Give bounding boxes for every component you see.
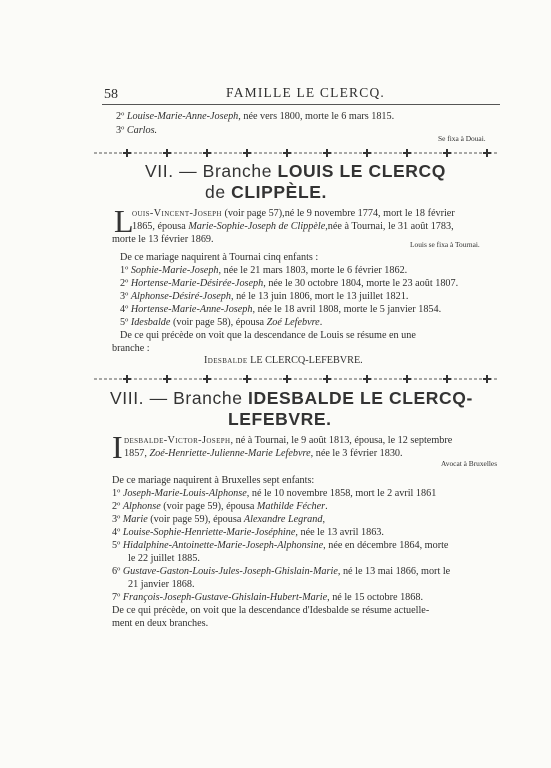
person-name: Marie xyxy=(122,514,148,525)
item-number: 5º xyxy=(120,317,131,328)
conclusion-line2: branche : xyxy=(112,343,150,354)
person-name: Idesbalde xyxy=(130,317,171,328)
running-header-title: FAMILLE LE CLERCQ. xyxy=(226,85,385,100)
branch-8-title-line1 xyxy=(110,388,473,409)
intro-text: , né à Tournai, le 9 août 1813, épousa, le 12 septembre xyxy=(230,435,453,446)
item-details: . xyxy=(325,501,328,512)
item-details: , née le 18 avril 1808, morte le 5 janvier 1854. xyxy=(252,304,442,315)
list-item-continuation xyxy=(128,552,200,565)
ornament-cross-icon xyxy=(123,375,131,383)
ornamental-divider xyxy=(90,148,502,158)
sub-branch-name xyxy=(204,354,363,367)
person-name: Joseph-Marie-Louis-Alphonse xyxy=(122,488,247,499)
ornament-cross-icon xyxy=(443,149,451,157)
ornament-cross-icon xyxy=(123,149,131,157)
ornament-cross-icon xyxy=(203,149,211,157)
branch-7-heading-prefix2: de xyxy=(205,182,232,202)
top-list-item-2 xyxy=(116,110,394,123)
children-intro: De ce mariage naquirent à Tournai cinq enfants : xyxy=(120,252,319,263)
item-number: 1º xyxy=(120,265,131,276)
top-list-item-3 xyxy=(116,124,157,137)
side-note: Se fixa à Douai. xyxy=(438,134,486,143)
item-number: 2º xyxy=(116,111,127,122)
branch-7-intro-line1 xyxy=(132,207,455,220)
branch-7-heading-name2: CLIPPÈLE. xyxy=(231,182,327,202)
sub-branch-rest: LE CLERCQ-LEFEBVRE. xyxy=(247,355,363,366)
spouse-name: Mathilde Fécher xyxy=(256,501,326,512)
item-number: 1º xyxy=(112,488,123,499)
item-details: , né le 10 novembre 1858, mort le 2 avril 1861 xyxy=(246,488,437,499)
item-details: . xyxy=(319,317,323,328)
person-name: Louise-Marie-Anne-Joseph xyxy=(126,111,239,122)
item-details: (voir page 58), épousa xyxy=(170,317,267,328)
item-details: , née le 13 avril 1863. xyxy=(295,527,384,538)
item-details: (voir page 59), épousa xyxy=(147,514,244,525)
ornament-cross-icon xyxy=(283,149,291,157)
list-item xyxy=(112,526,384,539)
item-details: le 22 juillet 1885. xyxy=(128,553,200,564)
person-name: Hortense-Marie-Désirée-Joseph xyxy=(130,278,264,289)
item-details: , né le 13 mai 1866, mort le xyxy=(337,566,451,577)
ornament-cross-icon xyxy=(243,375,251,383)
list-item xyxy=(120,290,408,303)
spouse-name: Alexandre Legrand xyxy=(243,514,323,525)
branch-8-heading-name: IDESBALDE LE CLERCQ- xyxy=(248,388,473,408)
person-name: Hidalphine-Antoinette-Marie-Joseph-Alphonsine xyxy=(122,540,324,551)
item-number: 3º xyxy=(120,291,131,302)
list-item xyxy=(120,316,322,329)
list-item xyxy=(112,565,450,578)
intro-text: 1857, xyxy=(124,448,150,459)
branch-8-intro-line2 xyxy=(124,447,403,460)
person-name: Alphonse xyxy=(122,501,161,512)
spouse-name: Zoé-Henriette-Julienne-Marie Lefebvre xyxy=(149,448,311,459)
list-item-continuation xyxy=(128,578,195,591)
item-number: 2º xyxy=(120,278,131,289)
list-item xyxy=(120,303,441,316)
spouse-name: Zoé Lefebvre xyxy=(266,317,320,328)
header-rule xyxy=(102,104,500,105)
item-details: 21 janvier 1868. xyxy=(128,579,195,590)
person-name: Carlos. xyxy=(126,125,158,136)
item-details: (voir page 59), épousa xyxy=(160,501,257,512)
branch-7-heading-name: LOUIS LE CLERCQ xyxy=(277,161,446,181)
item-number: 3º xyxy=(116,125,127,136)
item-details: , née en décembre 1864, morte xyxy=(323,540,449,551)
item-number: 4º xyxy=(112,527,123,538)
person-name: Gustave-Gaston-Louis-Jules-Joseph-Ghislain-Marie xyxy=(122,566,338,577)
ornament-cross-icon xyxy=(403,149,411,157)
spouse-name: Marie-Sophie-Joseph de Clippèle xyxy=(188,221,326,232)
item-details: , xyxy=(322,514,326,525)
list-item xyxy=(112,513,325,526)
intro-text: ,née à Tournai, le 31 août 1783, xyxy=(325,221,454,232)
item-details: , né le 13 juin 1806, mort le 13 juillet 1821. xyxy=(230,291,409,302)
item-details: , née le 30 octobre 1804, morte le 23 août 1807. xyxy=(263,278,459,289)
ornament-cross-icon xyxy=(443,375,451,383)
person-name: Sophie-Marie-Joseph xyxy=(130,265,219,276)
branch-8-heading-name2: LEFEBVRE. xyxy=(228,409,332,429)
person-name: François-Joseph-Gustave-Ghislain-Hubert-Marie xyxy=(122,592,328,603)
person-name: Alphonse-Désiré-Joseph xyxy=(130,291,231,302)
sub-branch-smallcaps: Idesbalde xyxy=(204,355,248,366)
branch-7-intro-line3: morte le 13 février 1869. xyxy=(112,234,214,245)
person-name-smallcaps: desbalde-Victor-Joseph xyxy=(124,435,231,446)
list-item xyxy=(112,487,436,500)
conclusion-line1: De ce qui précède, on voit que la descendance d'Idesbalde se résume actuelle- xyxy=(112,605,430,616)
ornament-cross-icon xyxy=(323,375,331,383)
side-note: Avocat à Bruxelles xyxy=(441,459,498,468)
branch-7-intro-line2 xyxy=(132,220,454,233)
list-item xyxy=(112,539,448,552)
ornament-cross-icon xyxy=(483,149,491,157)
item-details: , né le 15 octobre 1868. xyxy=(327,592,423,603)
item-details: , née vers 1800, morte le 6 mars 1815. xyxy=(238,111,395,122)
item-number: 6º xyxy=(112,566,123,577)
branch-7-title-line1 xyxy=(145,161,446,182)
intro-text: , née le 3 février 1830. xyxy=(310,448,403,459)
person-name: Louise-Sophie-Henriette-Marie-Joséphine xyxy=(122,527,296,538)
ornament-cross-icon xyxy=(203,375,211,383)
item-number: 2º xyxy=(112,501,123,512)
page-number: 58 xyxy=(104,87,118,102)
ornament-cross-icon xyxy=(483,375,491,383)
conclusion-line2: ment en deux branches. xyxy=(112,618,209,629)
branch-8-heading-prefix: VIII. — Branche xyxy=(110,388,248,408)
ornament-cross-icon xyxy=(323,149,331,157)
intro-text: (voir page 57),né le 9 novembre 1774, mort le 18 février xyxy=(221,208,455,219)
ornament-cross-icon xyxy=(363,149,371,157)
ornament-cross-icon xyxy=(163,149,171,157)
branch-8-title-line2 xyxy=(228,409,332,430)
ornament-cross-icon xyxy=(243,149,251,157)
ornament-cross-icon xyxy=(363,375,371,383)
side-note: Louis se fixa à Tournai. xyxy=(410,240,480,249)
branch-7-title-line2 xyxy=(205,182,327,203)
drop-cap: I xyxy=(112,429,123,465)
list-item xyxy=(112,591,423,604)
branch-8-intro-line1 xyxy=(124,434,452,447)
item-number: 3º xyxy=(112,514,123,525)
children-intro: De ce mariage naquirent à Bruxelles sept enfants: xyxy=(112,475,315,486)
intro-text: 1865, épousa xyxy=(132,221,189,232)
item-number: 4º xyxy=(120,304,131,315)
list-item xyxy=(120,264,407,277)
person-name: Hortense-Marie-Anne-Joseph xyxy=(130,304,253,315)
list-item xyxy=(112,500,328,513)
ornament-cross-icon xyxy=(403,375,411,383)
item-details: , née le 21 mars 1803, morte le 6 février 1862. xyxy=(218,265,408,276)
branch-7-heading-prefix: VII. — Branche xyxy=(145,161,278,181)
conclusion-line1: De ce qui précède on voit que la descendance de Louis se résume en une xyxy=(120,330,416,341)
item-number: 5º xyxy=(112,540,123,551)
ornament-cross-icon xyxy=(283,375,291,383)
person-name-smallcaps: ouis-Vincent-Joseph xyxy=(132,208,222,219)
list-item xyxy=(120,277,458,290)
ornamental-divider xyxy=(90,374,502,384)
drop-cap: L xyxy=(114,203,134,239)
ornament-cross-icon xyxy=(163,375,171,383)
item-number: 7º xyxy=(112,592,123,603)
